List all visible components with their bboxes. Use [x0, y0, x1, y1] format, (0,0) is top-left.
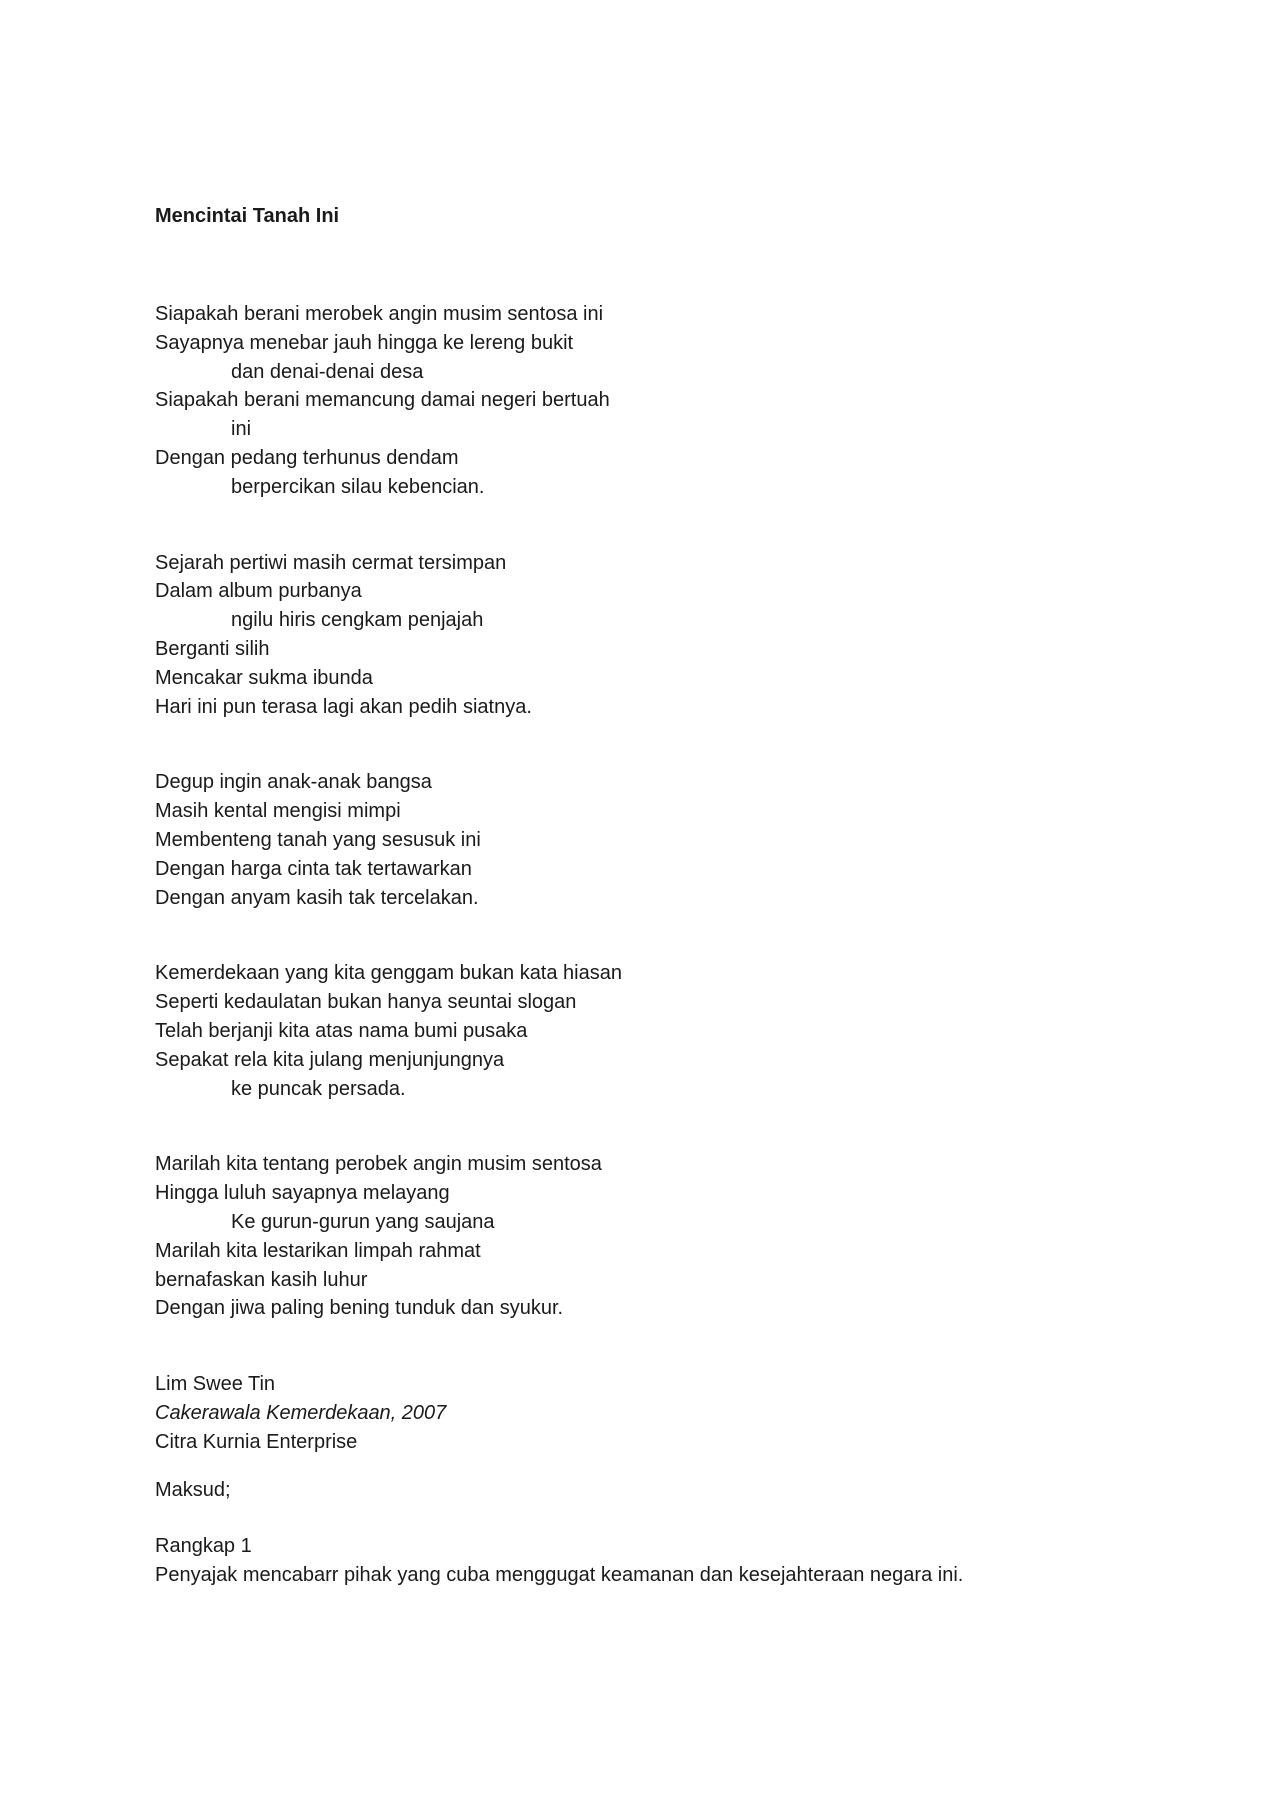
- poem-line: Masih kental mengisi mimpi: [155, 800, 401, 823]
- attribution: [155, 1370, 1215, 1456]
- poem-line: Ke gurun-gurun yang saujana: [231, 1210, 495, 1233]
- poem-line: Hari ini pun terasa lagi akan pedih siatnya.: [155, 695, 532, 718]
- poem-line: Sejarah pertiwi masih cermat tersimpan: [155, 551, 507, 574]
- poem-body: [155, 300, 1215, 1590]
- publisher-name: Citra Kurnia Enterprise: [155, 1430, 358, 1453]
- stanza-3: [155, 768, 1215, 912]
- poem-line: Siapakah berani memancung damai negeri bertuah: [155, 389, 610, 412]
- poem-line: Dengan anyam kasih tak tercelakan.: [155, 886, 479, 909]
- poem-line: Berganti silih: [155, 637, 270, 660]
- poem-line: Kemerdekaan yang kita genggam bukan kata hiasan: [155, 962, 622, 985]
- poem-line: Marilah kita lestarikan limpah rahmat: [155, 1239, 481, 1262]
- poem-line: Dalam album purbanya: [155, 580, 362, 603]
- poem-line: ke puncak persada.: [231, 1077, 406, 1100]
- poem-line: Dengan jiwa paling bening tunduk dan syukur.: [155, 1297, 564, 1320]
- poem-line: ngilu hiris cengkam penjajah: [231, 609, 484, 632]
- poem-line: bernafaskan kasih luhur: [155, 1268, 368, 1291]
- poem-line: Sepakat rela kita julang menjunjungnya: [155, 1048, 505, 1071]
- notes-section: [155, 1476, 1215, 1590]
- poem-line: berpercikan silau kebencian.: [231, 475, 485, 498]
- stanza-explanation: Penyajak mencabarr pihak yang cuba menggugat keamanan dan kesejahteraan negara ini.: [155, 1564, 964, 1587]
- poem-line: Marilah kita tentang perobek angin musim sentosa: [155, 1153, 602, 1176]
- poem-title: Mencintai Tanah Ini: [155, 205, 340, 227]
- stanza-1: [155, 300, 1215, 502]
- poem-line: Membenteng tanah yang sesusuk ini: [155, 828, 481, 851]
- poem-line: Hingga luluh sayapnya melayang: [155, 1182, 450, 1205]
- poem-line: Telah berjanji kita atas nama bumi pusaka: [155, 1019, 528, 1042]
- poem-line: Dengan harga cinta tak tertawarkan: [155, 857, 472, 880]
- stanza-label: Rangkap 1: [155, 1535, 252, 1558]
- notes-heading: Maksud;: [155, 1478, 231, 1501]
- stanza-4: [155, 959, 1215, 1103]
- poem-line: ini: [231, 418, 252, 441]
- poem-line: Siapakah berani merobek angin musim sentosa ini: [155, 303, 604, 325]
- poem-line: Mencakar sukma ibunda: [155, 666, 373, 689]
- spacer: [155, 1504, 1215, 1532]
- stanza-5: [155, 1150, 1215, 1323]
- poem-line: Degup ingin anak-anak bangsa: [155, 771, 432, 794]
- poem-line: dan denai-denai desa: [231, 360, 424, 383]
- stanza-2: [155, 549, 1215, 722]
- poem-line: Seperti kedaulatan bukan hanya seuntai slogan: [155, 991, 577, 1014]
- poem-line: Sayapnya menebar jauh hingga ke lereng bukit: [155, 331, 574, 354]
- author-name: Lim Swee Tin: [155, 1373, 276, 1396]
- poem-line: Dengan pedang terhunus dendam: [155, 446, 459, 469]
- book-title: Cakerawala Kemerdekaan, 2007: [155, 1401, 447, 1424]
